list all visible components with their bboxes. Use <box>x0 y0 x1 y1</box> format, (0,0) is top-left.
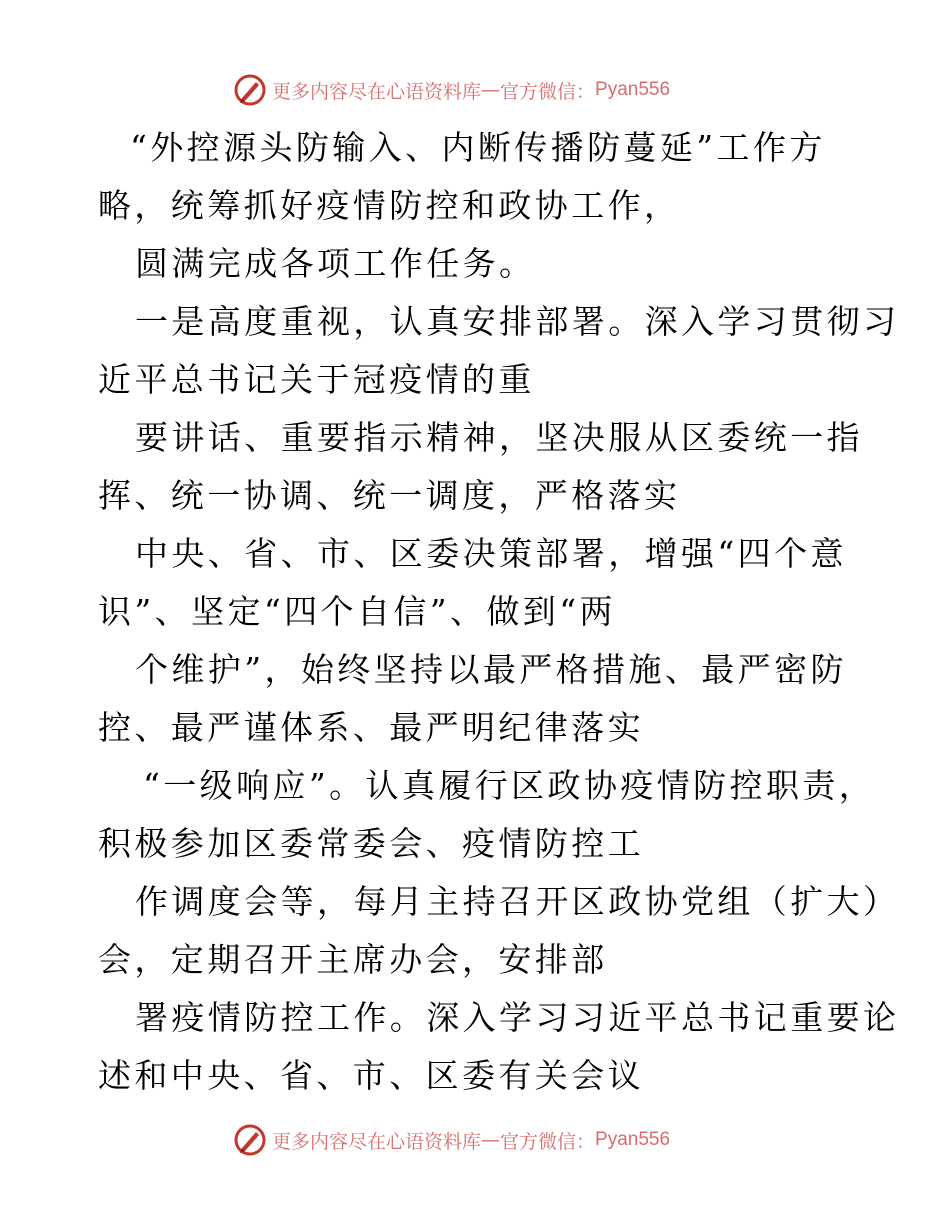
header-separator: — <box>481 79 501 101</box>
footer-brand-text: 更多内容尽在心语资料库 <box>272 1130 482 1153</box>
body-line-12: “一级响应”。认真履行区政协疫情防控职责， <box>143 766 876 805</box>
header-wechat-id: Pyan556 <box>595 79 671 100</box>
body-line-6: 要讲话、重要指示精神，坚决服从区委统一指 <box>135 418 863 457</box>
footer-banner <box>232 1120 670 1160</box>
footer-official-label: 官方微信： <box>500 1130 596 1153</box>
footer-separator: — <box>481 1129 501 1151</box>
body-line-3: 圆满完成各项工作任务。 <box>135 244 536 283</box>
body-line-10: 个维护”，始终坚持以最严格措施、最严密防 <box>135 650 847 689</box>
body-line-13: 积极参加区委常委会、疫情防控工 <box>98 824 644 863</box>
body-line-1: “外控源头防输入、内断传播防蔓延”工作方 <box>130 128 826 167</box>
header-official-label: 官方微信： <box>500 80 596 103</box>
body-line-5: 近平总书记关于冠疫情的重 <box>98 360 535 399</box>
body-line-8: 中央、省、市、区委决策部署，增强“四个意 <box>135 534 847 573</box>
footer-wechat-id: Pyan556 <box>595 1129 671 1150</box>
body-line-14: 作调度会等，每月主持召开区政协党组（扩大） <box>135 882 900 921</box>
pen-logo-icon <box>232 72 268 108</box>
body-line-7: 挥、统一协调、统一调度，严格落实 <box>98 476 681 515</box>
body-line-9: 识”、坚定“四个自信”、做到“两 <box>98 592 616 631</box>
body-line-17: 述和中央、省、市、区委有关会议 <box>98 1056 644 1095</box>
body-line-16: 署疫情防控工作。深入学习习近平总书记重要论 <box>135 998 900 1037</box>
body-line-15: 会，定期召开主席办会，安排部 <box>98 940 608 979</box>
body-line-11: 控、最严谨体系、最严明纪律落实 <box>98 708 644 747</box>
header-banner <box>232 70 670 110</box>
body-line-4: 一是高度重视，认真安排部署。深入学习贯彻习 <box>135 302 900 341</box>
body-line-2: 略，统筹抓好疫情防控和政协工作， <box>98 186 681 225</box>
pen-logo-icon <box>232 1122 268 1158</box>
header-brand-text: 更多内容尽在心语资料库 <box>272 80 482 103</box>
